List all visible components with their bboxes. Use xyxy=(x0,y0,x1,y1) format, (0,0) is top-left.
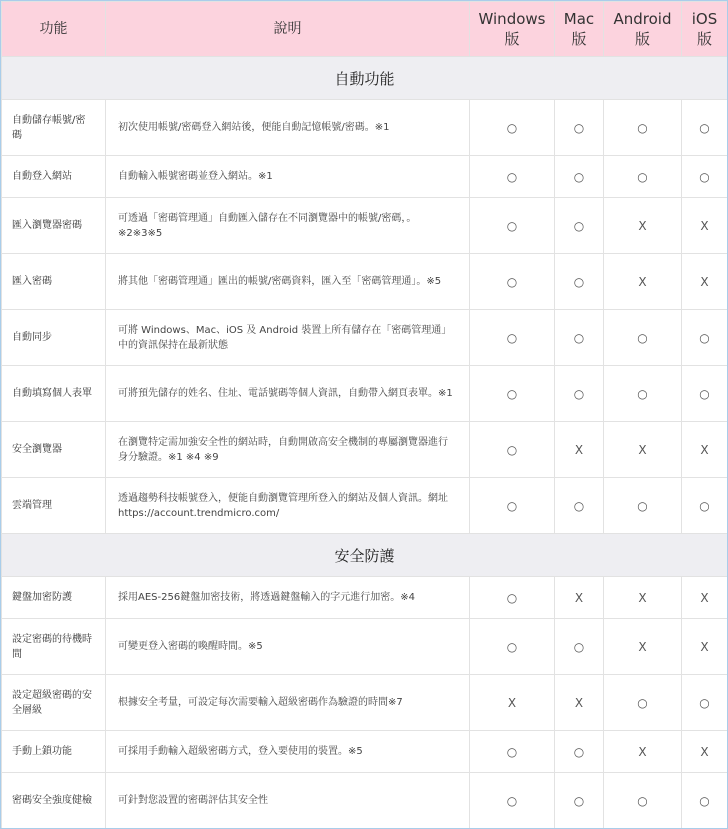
android-support-cell: X xyxy=(604,422,682,478)
feature-cell: 匯入瀏覽器密碼 xyxy=(2,198,106,254)
ios-support-cell: X xyxy=(682,198,728,254)
header-feature: 功能 xyxy=(2,2,106,57)
description-cell: 初次使用帳號/密碼登入網站後，便能自動記憶帳號/密碼。※1 xyxy=(106,100,470,156)
ios-support-cell: X xyxy=(682,577,728,619)
description-cell: 採用AES-256鍵盤加密技術，將透過鍵盤輸入的字元進行加密。※4 xyxy=(106,577,470,619)
android-support-cell: ○ xyxy=(604,675,682,731)
header-description: 說明 xyxy=(106,2,470,57)
mac-support-cell: ○ xyxy=(555,156,604,198)
mac-support-cell: ○ xyxy=(555,619,604,675)
description-cell: 可將預先儲存的姓名、住址、電話號碼等個人資訊，自動帶入網頁表單。※1 xyxy=(106,366,470,422)
section-row xyxy=(2,534,728,577)
mac-support-cell: X xyxy=(555,675,604,731)
header-windows-name: Windows xyxy=(478,10,546,28)
ios-support-cell: ○ xyxy=(682,310,728,366)
android-support-cell: X xyxy=(604,577,682,619)
table-row xyxy=(2,478,728,534)
android-support-cell: ○ xyxy=(604,366,682,422)
table-row xyxy=(2,198,728,254)
header-ios xyxy=(682,2,728,57)
ios-support-cell: X xyxy=(682,731,728,773)
ios-support-cell: ○ xyxy=(682,366,728,422)
table-row xyxy=(2,156,728,198)
windows-support-cell: ○ xyxy=(470,731,555,773)
ios-support-cell: ○ xyxy=(682,773,728,829)
table-row xyxy=(2,577,728,619)
feature-cell: 雲端管理 xyxy=(2,478,106,534)
description-cell: 可採用手動輸入超級密碼方式，登入要使用的裝置。※5 xyxy=(106,731,470,773)
feature-cell: 自動同步 xyxy=(2,310,106,366)
section-row xyxy=(2,57,728,100)
header-ios-suffix: 版 xyxy=(696,30,712,48)
windows-support-cell: ○ xyxy=(470,422,555,478)
header-android xyxy=(604,2,682,57)
header-mac xyxy=(555,2,604,57)
description-cell: 在瀏覽特定需加強安全性的網站時，自動開啟高安全機制的專屬瀏覽器進行身分驗證。※1 ※4 ※9 xyxy=(106,422,470,478)
android-support-cell: X xyxy=(604,198,682,254)
header-mac-name: Mac xyxy=(563,10,595,28)
ios-support-cell: ○ xyxy=(682,100,728,156)
table-body xyxy=(2,57,728,829)
windows-support-cell: ○ xyxy=(470,366,555,422)
mac-support-cell: ○ xyxy=(555,731,604,773)
feature-cell: 自動填寫個人表單 xyxy=(2,366,106,422)
description-cell: 透過趨勢科技帳號登入，便能自動瀏覽管理所登入的網站及個人資訊。網址 https://account.trendmicro.com/ xyxy=(106,478,470,534)
table-row xyxy=(2,675,728,731)
windows-support-cell: ○ xyxy=(470,619,555,675)
description-cell: 可透過「密碼管理通」自動匯入儲存在不同瀏覽器中的帳號/密碼，。※2※3※5 xyxy=(106,198,470,254)
ios-support-cell: X xyxy=(682,254,728,310)
table-row xyxy=(2,422,728,478)
feature-cell: 密碼安全強度健檢 xyxy=(2,773,106,829)
mac-support-cell: X xyxy=(555,577,604,619)
android-support-cell: ○ xyxy=(604,100,682,156)
table-header-row xyxy=(2,2,728,57)
description-cell: 可針對您設置的密碼評估其安全性 xyxy=(106,773,470,829)
ios-support-cell: ○ xyxy=(682,478,728,534)
windows-support-cell: ○ xyxy=(470,310,555,366)
android-support-cell: X xyxy=(604,619,682,675)
windows-support-cell: ○ xyxy=(470,156,555,198)
feature-cell: 匯入密碼 xyxy=(2,254,106,310)
android-support-cell: ○ xyxy=(604,156,682,198)
feature-cell: 設定密碼的待機時間 xyxy=(2,619,106,675)
feature-cell: 手動上鎖功能 xyxy=(2,731,106,773)
mac-support-cell: ○ xyxy=(555,478,604,534)
feature-cell: 自動登入網站 xyxy=(2,156,106,198)
android-support-cell: ○ xyxy=(604,310,682,366)
feature-cell: 安全瀏覽器 xyxy=(2,422,106,478)
header-android-name: Android xyxy=(613,10,672,28)
feature-comparison-table xyxy=(1,1,728,829)
windows-support-cell: X xyxy=(470,675,555,731)
section-title: 安全防護 xyxy=(2,534,728,577)
ios-support-cell: ○ xyxy=(682,675,728,731)
windows-support-cell: ○ xyxy=(470,254,555,310)
section-title: 自動功能 xyxy=(2,57,728,100)
table-row xyxy=(2,619,728,675)
windows-support-cell: ○ xyxy=(470,198,555,254)
mac-support-cell: ○ xyxy=(555,310,604,366)
mac-support-cell: ○ xyxy=(555,773,604,829)
feature-cell: 自動儲存帳號/密碼 xyxy=(2,100,106,156)
header-mac-suffix: 版 xyxy=(571,30,587,48)
mac-support-cell: ○ xyxy=(555,254,604,310)
ios-support-cell: ○ xyxy=(682,156,728,198)
windows-support-cell: ○ xyxy=(470,100,555,156)
windows-support-cell: ○ xyxy=(470,478,555,534)
android-support-cell: ○ xyxy=(604,478,682,534)
android-support-cell: X xyxy=(604,731,682,773)
feature-cell: 設定超級密碼的安全層級 xyxy=(2,675,106,731)
ios-support-cell: X xyxy=(682,422,728,478)
mac-support-cell: ○ xyxy=(555,366,604,422)
description-cell: 可將 Windows、Mac、iOS 及 Android 裝置上所有儲存在「密碼管理通」中的資訊保持在最新狀態 xyxy=(106,310,470,366)
table-row xyxy=(2,310,728,366)
android-support-cell: ○ xyxy=(604,773,682,829)
table-row xyxy=(2,254,728,310)
header-android-suffix: 版 xyxy=(634,30,650,48)
table-row xyxy=(2,773,728,829)
header-ios-name: iOS xyxy=(691,10,718,28)
description-cell: 自動輸入帳號密碼並登入網站。※1 xyxy=(106,156,470,198)
description-cell: 將其他「密碼管理通」匯出的帳號/密碼資料，匯入至「密碼管理通」。※5 xyxy=(106,254,470,310)
description-cell: 根據安全考量，可設定每次需要輸入超級密碼作為驗證的時間※7 xyxy=(106,675,470,731)
description-cell: 可變更登入密碼的喚醒時間。※5 xyxy=(106,619,470,675)
feature-cell: 鍵盤加密防護 xyxy=(2,577,106,619)
table-row xyxy=(2,100,728,156)
header-windows-suffix: 版 xyxy=(504,30,520,48)
ios-support-cell: X xyxy=(682,619,728,675)
mac-support-cell: ○ xyxy=(555,100,604,156)
android-support-cell: X xyxy=(604,254,682,310)
mac-support-cell: ○ xyxy=(555,198,604,254)
windows-support-cell: ○ xyxy=(470,773,555,829)
table-row xyxy=(2,731,728,773)
table-row xyxy=(2,366,728,422)
mac-support-cell: X xyxy=(555,422,604,478)
header-windows xyxy=(470,2,555,57)
windows-support-cell: ○ xyxy=(470,577,555,619)
